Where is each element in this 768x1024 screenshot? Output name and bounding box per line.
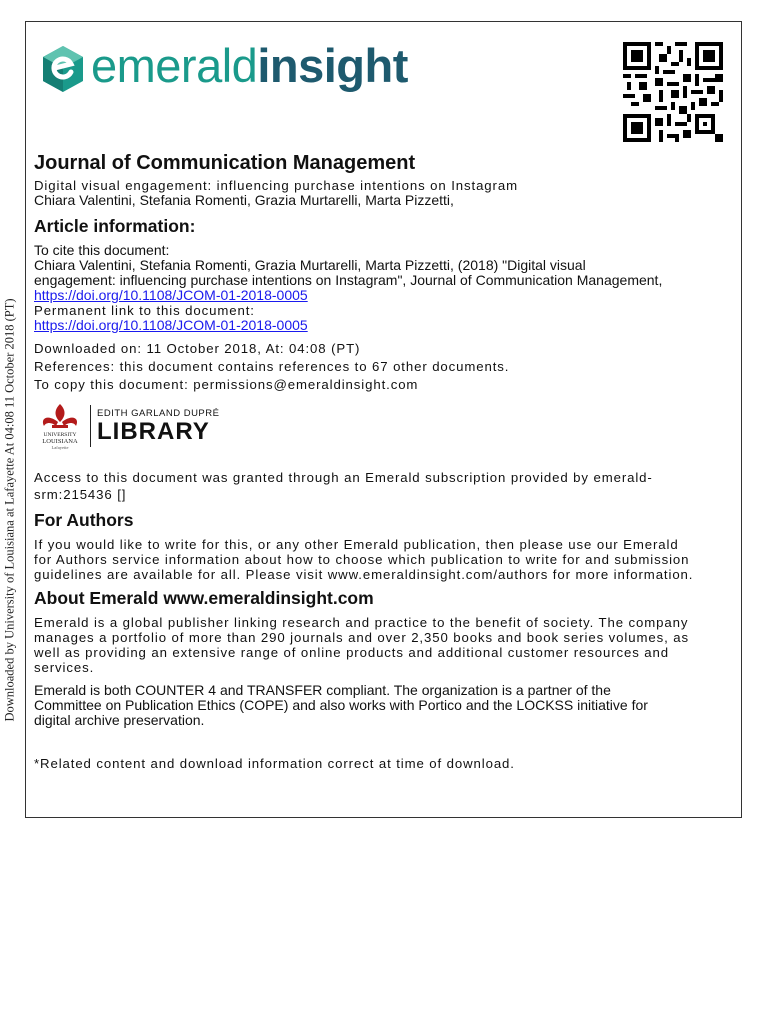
about-p1-line-1: Emerald is a global publisher linking research and practice to the benefit of society. The company — [34, 615, 689, 630]
cover-content — [34, 152, 734, 771]
side-download-note — [2, 300, 18, 720]
library-name-small: EDITH GARLAND DUPRÉ — [97, 407, 220, 419]
cover-frame — [25, 21, 742, 818]
logo-wordmark — [91, 38, 408, 94]
library-wordmark — [97, 408, 219, 445]
permanent-doi-link[interactable]: https://doi.org/10.1108/JCOM-01-2018-0005 — [34, 317, 308, 333]
footnote: *Related content and download information correct at time of download. — [34, 756, 515, 771]
for-authors-line-2: for Authors service information about how to choose which publication to write for and submission — [34, 552, 690, 567]
logo-word-emerald: emerald — [91, 39, 258, 92]
about-p2-line-1: Emerald is both COUNTER 4 and TRANSFER compliant. The organization is a partner of the — [34, 682, 611, 698]
logo-word-insight: insight — [257, 39, 408, 92]
access-line-1: Access to this document was granted through an Emerald subscription provided by emerald- — [34, 470, 653, 485]
library-divider — [90, 405, 91, 447]
emerald-logo-icon — [41, 46, 85, 92]
copy-permissions: To copy this document: permissions@emeraldinsight.com — [34, 377, 419, 392]
journal-title: Journal of Communication Management — [34, 152, 416, 174]
about-emerald-heading: About Emerald www.emeraldinsight.com — [34, 588, 374, 608]
cite-line-2: engagement: influencing purchase intentions on Instagram", Journal of Communication Management, — [34, 272, 663, 288]
emerald-insight-logo — [41, 39, 421, 94]
for-authors-line-3: guidelines are available for all. Please visit www.emeraldinsight.com/authors for more information. — [34, 567, 694, 582]
for-authors-line-1: If you would like to write for this, or any other Emerald publication, then please use our Emerald — [34, 537, 679, 552]
permanent-link-label: Permanent link to this document: — [34, 303, 255, 318]
downloaded-on: Downloaded on: 11 October 2018, At: 04:08 (PT) — [34, 341, 361, 356]
library-univ-line-3: Lafayette — [51, 445, 69, 450]
about-p1-line-3: well as providing an extensive range of online products and additional customer resources and — [34, 645, 669, 660]
for-authors-heading: For Authors — [34, 510, 134, 530]
access-line-2: srm:215436 [] — [34, 487, 127, 502]
fleur-de-lis-icon — [34, 402, 86, 450]
side-download-text: Downloaded by University of Louisiana at Lafayette At 04:08 11 October 2018 (PT) — [2, 298, 17, 722]
library-name-big: LIBRARY — [97, 417, 210, 445]
article-title: Digital visual engagement: influencing purchase intentions on Instagram — [34, 178, 518, 193]
about-p2-line-3: digital archive preservation. — [34, 712, 205, 728]
about-p1-line-2: manages a portfolio of more than 290 journals and over 2,350 books and book series volumes, as — [34, 630, 689, 645]
about-p2-line-2: Committee on Publication Ethics (COPE) and also works with Portico and the LOCKSS initiative for — [34, 697, 648, 713]
cite-label: To cite this document: — [34, 242, 170, 258]
article-info-heading: Article information: — [34, 216, 196, 236]
article-authors: Chiara Valentini, Stefania Romenti, Grazia Murtarelli, Marta Pizzetti, — [34, 192, 454, 208]
library-univ-line-2: LOUISIANA — [42, 438, 78, 445]
qr-code-icon — [622, 42, 724, 142]
cite-doi-link[interactable]: https://doi.org/10.1108/JCOM-01-2018-0005 — [34, 287, 308, 303]
library-logo — [34, 400, 734, 452]
library-univ-line-1: UNIVERSITY — [43, 432, 77, 438]
cite-line-1: Chiara Valentini, Stefania Romenti, Grazia Murtarelli, Marta Pizzetti, (2018) "Digital visual — [34, 257, 586, 273]
references-count: References: this document contains references to 67 other documents. — [34, 359, 510, 374]
about-p1-line-4: services. — [34, 660, 95, 675]
